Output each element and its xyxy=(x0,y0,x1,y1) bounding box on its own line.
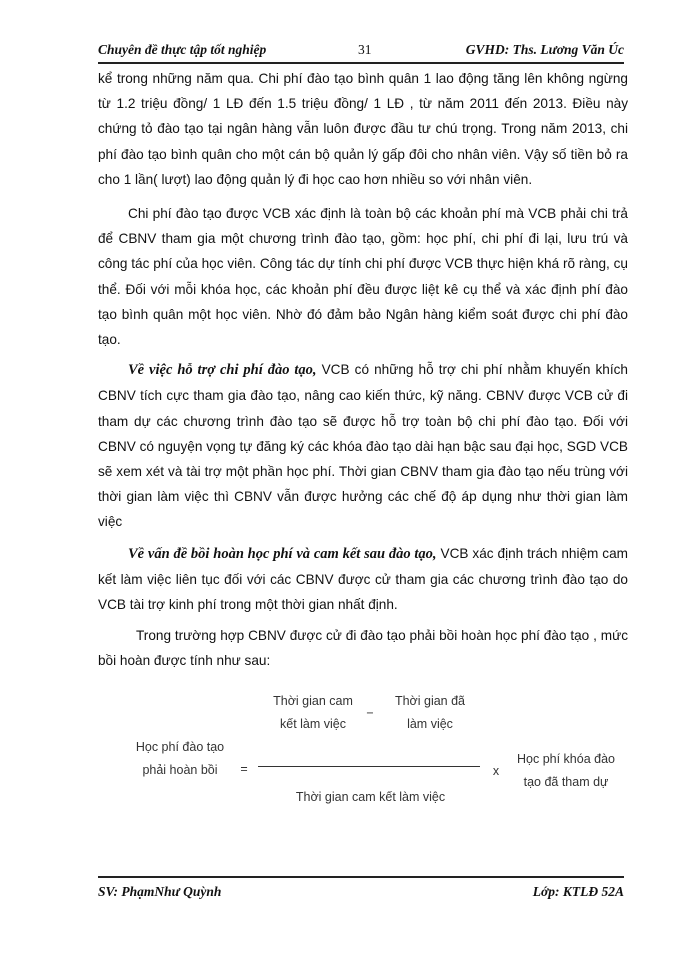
fraction-bar xyxy=(258,766,480,767)
page-header xyxy=(98,40,624,64)
paragraph-3-heading: Về việc hỗ trợ chi phí đào tạo, xyxy=(128,362,317,379)
header-title: Chuyên đề thực tập tốt nghiệp xyxy=(98,42,267,57)
formula-denominator: Thời gian cam kết làm việc xyxy=(295,790,446,804)
refund-formula xyxy=(98,690,628,820)
paragraph-5: Trong trường hợp CBNV được cử đi đào tạo phải bồi hoàn học phí đào tạo , mức bồi hoàn được tính như sau: xyxy=(98,628,628,669)
paragraph-4-text: VCB xác định trách nhiệm cam kết làm việc liên tục đối với các CBNV được cử tham gia các chương trình đào tạo do VCB tài trợ kinh phí trong một thời gian nhất định. xyxy=(98,545,628,613)
formula-numerator-b: Thời gian đã làm việc xyxy=(394,694,466,731)
footer-class: Lớp: KTLĐ 52A xyxy=(532,884,624,899)
paragraph-3-text: VCB có những hỗ trợ chi phí nhằm khuyến khích CBNV tích cực tham gia đào tạo, nâng cao kiến thức, kỹ năng. CBNV được VCB cử đi tham dự các chương trình đào tạo sẽ được hỗ trợ toàn bộ chi phí đào tạo. Đối với CBNV có nguyện vọng tự đăng ký các khóa đào tạo dài hạn bậc sau đại học, SGD VCB sẽ xem xét và tài trợ một phần học phí. Thời gian CBNV tham gia đào tạo nếu trùng với thời gian làm việc thì CBNV vẫn được hưởng các chế độ áp dụng như thời gian làm việc xyxy=(98,362,628,530)
page-footer xyxy=(98,876,624,900)
formula-equals: = xyxy=(240,762,248,776)
formula-numerator-a: Thời gian cam kết làm việc xyxy=(273,694,353,731)
formula-times: x xyxy=(492,764,500,778)
paragraph-1: kể trong những năm qua. Chi phí đào tạo bình quân 1 lao động tăng lên không ngừng từ 1.2 triệu đồng/ 1 LĐ đến 1.5 triệu đồng/ 1 LĐ , từ năm 2011 đến 2013. Điều này chứng tỏ đào tạo tại ngân hàng vẫn luôn được đầu tư chú trọng. Trong năm 2013, chi phí đào tạo bình quân cho một cán bộ quản lý gấp đôi cho nhân viên. Vậy số tiền bỏ ra cho 1 lần( lượt) lao động quản lý đi học cao hơn nhiều so với nhân viên. xyxy=(98,71,628,187)
formula-lhs: Học phí đào tạo phải hoàn bồi xyxy=(135,740,225,777)
footer-student: SV: PhạmNhư Quỳnh xyxy=(98,884,222,899)
page-number: 31 xyxy=(358,42,372,57)
formula-minus: − xyxy=(366,706,374,720)
formula-rhs: Học phí khóa đào tạo đã tham dự xyxy=(517,752,615,789)
paragraph-3 xyxy=(98,357,628,534)
header-advisor: GVHD: Ths. Lương Văn Úc xyxy=(465,42,624,57)
paragraph-4-heading: Về vấn đề bồi hoàn học phí và cam kết sau đào tạo, xyxy=(128,545,437,562)
paragraph-4 xyxy=(98,541,628,618)
paragraph-2: Chi phí đào tạo được VCB xác định là toàn bộ các khoản phí mà VCB phải chi trả để CBNV tham gia một chương trình đào tạo, gồm: học phí, chi phí đi lại, lưu trú và công tác phí của học viên. Công tác dự tính chi phí được VCB thực hiện khá rõ ràng, cụ thể. Đối với mỗi khóa học, các khoản phí đều được liệt kê cụ thể và xác định phí đào tạo bình quân một học viên. Nhờ đó đảm bảo Ngân hàng kiểm soát được chi phí đào tạo. xyxy=(98,206,628,348)
document-body xyxy=(98,66,628,674)
